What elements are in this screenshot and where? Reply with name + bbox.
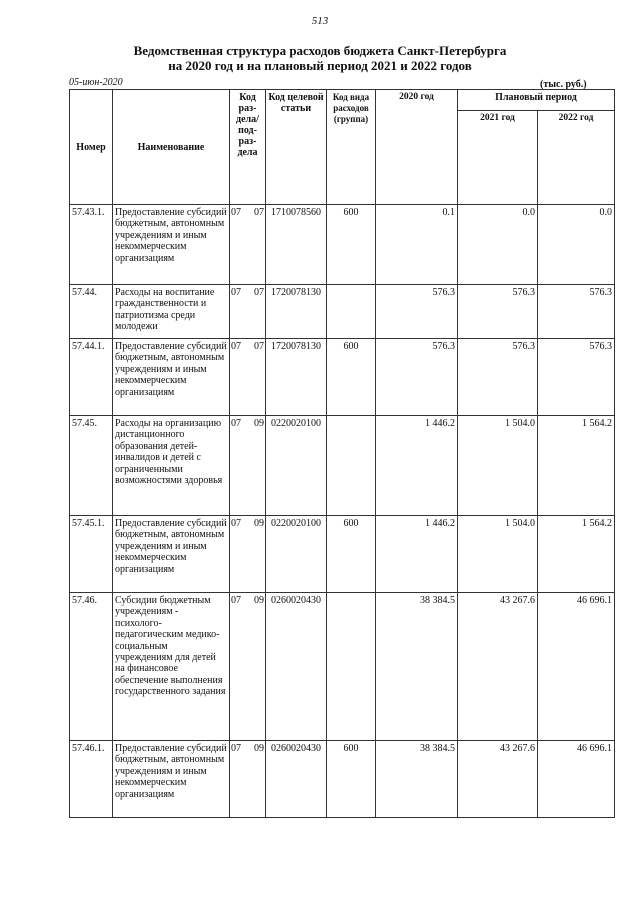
row-subsection: 09: [254, 518, 264, 529]
table-row: [70, 285, 615, 339]
row-value-2020: 1 446.2: [376, 516, 458, 593]
table-row: [70, 205, 615, 285]
row-target-code: 0260020430: [266, 593, 327, 741]
row-value-2020: 1 446.2: [376, 416, 458, 516]
row-value-2021: 0.0: [458, 205, 538, 285]
row-value-2020: 38 384.5: [376, 741, 458, 818]
row-value-2021: 1 504.0: [458, 516, 538, 593]
row-value-2022: 1 564.2: [538, 516, 615, 593]
row-number: 57.44.1.: [70, 339, 113, 416]
header-year-2020: 2020 год: [376, 90, 458, 205]
row-section-code: [230, 285, 266, 339]
row-value-2021: 576.3: [458, 285, 538, 339]
row-number: 57.44.: [70, 285, 113, 339]
title-line-1: Ведомственная структура расходов бюджета Санкт-Петербурга: [133, 43, 507, 58]
table-row: [70, 741, 615, 818]
row-name: Расходы на организацию дистанционного образования детей-инвалидов и детей с ограниченными возможностями здоровья: [113, 416, 230, 516]
table-row: [70, 516, 615, 593]
row-target-code: 0260020430: [266, 741, 327, 818]
row-number: 57.43.1.: [70, 205, 113, 285]
row-expense-kind: 600: [327, 339, 376, 416]
row-section-code: [230, 339, 266, 416]
header-number: Номер: [70, 90, 113, 205]
row-name: Предоставление субсидий бюджетным, автономным учреждениям и иным некоммерческим организациям: [113, 205, 230, 285]
row-section: 07: [231, 743, 241, 754]
row-section-code: [230, 593, 266, 741]
row-expense-kind: [327, 285, 376, 339]
units-label: (тыс. руб.): [540, 79, 587, 90]
row-target-code: 0220020100: [266, 416, 327, 516]
row-name: Предоставление субсидий бюджетным, автономным учреждениям и иным некоммерческим организациям: [113, 339, 230, 416]
header-year-2022: 2022 год: [538, 111, 615, 205]
row-value-2020: 576.3: [376, 285, 458, 339]
row-number: 57.45.1.: [70, 516, 113, 593]
row-expense-kind: 600: [327, 205, 376, 285]
row-value-2022: 576.3: [538, 339, 615, 416]
document-title: [0, 43, 640, 73]
document-date: 05-июн-2020: [69, 77, 123, 88]
row-subsection: 07: [254, 207, 264, 218]
header-section-code: Код раз- дела/ под- раз- дела: [230, 90, 266, 205]
row-value-2021: 1 504.0: [458, 416, 538, 516]
row-value-2022: 46 696.1: [538, 741, 615, 818]
page-number: 513: [311, 15, 329, 27]
row-section: 07: [231, 207, 241, 218]
header-expense-kind: Код вида расходов (группа): [327, 90, 376, 205]
row-section-code: [230, 205, 266, 285]
row-value-2022: 1 564.2: [538, 416, 615, 516]
row-name: Субсидии бюджетным учреждениям - психолого-педагогическим медико-социальным учреждениям для детей на финансовое обеспечение выполнения государственного задания: [113, 593, 230, 741]
row-target-code: 1710078560: [266, 205, 327, 285]
row-subsection: 09: [254, 595, 264, 606]
row-expense-kind: 600: [327, 741, 376, 818]
row-section: 07: [231, 341, 241, 352]
table-row: [70, 593, 615, 741]
row-name: Расходы на воспитание гражданственности и патриотизма среди молодежи: [113, 285, 230, 339]
row-number: 57.46.: [70, 593, 113, 741]
row-section: 07: [231, 518, 241, 529]
header-plan-period: Плановый период: [458, 90, 615, 111]
row-value-2020: 38 384.5: [376, 593, 458, 741]
row-target-code: 1720078130: [266, 339, 327, 416]
title-line-2: на 2020 год и на плановый период 2021 и 2022 годов: [168, 58, 472, 73]
row-section-code: [230, 516, 266, 593]
row-name: Предоставление субсидий бюджетным, автономным учреждениям и иным некоммерческим организациям: [113, 516, 230, 593]
row-subsection: 09: [254, 418, 264, 429]
row-value-2021: 43 267.6: [458, 741, 538, 818]
row-section-code: [230, 416, 266, 516]
budget-table: [69, 89, 615, 818]
table-row: [70, 339, 615, 416]
row-section: 07: [231, 287, 241, 298]
row-value-2022: 46 696.1: [538, 593, 615, 741]
row-section: 07: [231, 418, 241, 429]
row-expense-kind: [327, 416, 376, 516]
row-value-2022: 0.0: [538, 205, 615, 285]
row-value-2020: 576.3: [376, 339, 458, 416]
row-value-2021: 43 267.6: [458, 593, 538, 741]
row-value-2022: 576.3: [538, 285, 615, 339]
header-name: Наименование: [113, 90, 230, 205]
header-year-2021: 2021 год: [458, 111, 538, 205]
row-name: Предоставление субсидий бюджетным, автономным учреждениям и иным некоммерческим организациям: [113, 741, 230, 818]
row-value-2020: 0.1: [376, 205, 458, 285]
row-section: 07: [231, 595, 241, 606]
row-number: 57.45.: [70, 416, 113, 516]
row-subsection: 07: [254, 287, 264, 298]
row-section-code: [230, 741, 266, 818]
table-row: [70, 416, 615, 516]
row-target-code: 0220020100: [266, 516, 327, 593]
row-number: 57.46.1.: [70, 741, 113, 818]
row-value-2021: 576.3: [458, 339, 538, 416]
row-expense-kind: 600: [327, 516, 376, 593]
row-subsection: 09: [254, 743, 264, 754]
row-expense-kind: [327, 593, 376, 741]
row-subsection: 07: [254, 341, 264, 352]
header-target-code: Код целевой статьи: [266, 90, 327, 205]
row-target-code: 1720078130: [266, 285, 327, 339]
